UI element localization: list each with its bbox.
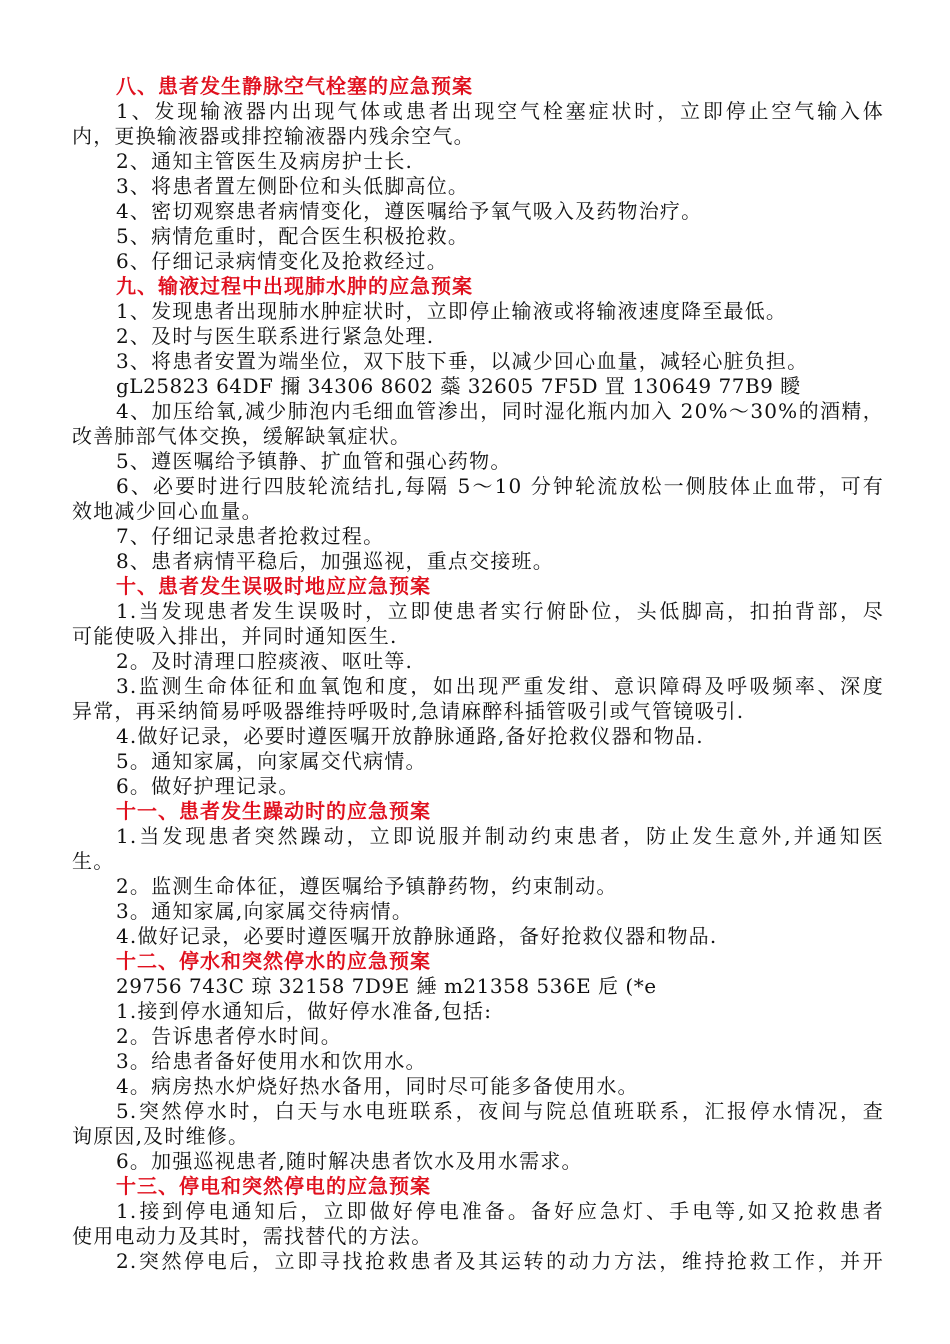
paragraph-line: 1.当发现患者发生误吸时，立即使患者实行俯卧位，头低脚高，扣拍背部，尽 <box>116 599 884 623</box>
paragraph-line: 内，更换输液器或排控输液器内残余空气。 <box>72 124 475 148</box>
section-heading: 十三、停电和突然停电的应急预案 <box>116 1174 431 1198</box>
code-line: gL25823 64DF 擟 34306 8602 蘂 32605 7F5D 罝 130649 77B9 瞹 <box>116 374 801 398</box>
paragraph-line: 5.突然停水时，白天与水电班联系，夜间与院总值班联系，汇报停水情况，查 <box>116 1099 884 1123</box>
paragraph-line: 5、遵医嘱给予镇静、扩血管和强心药物。 <box>116 449 512 473</box>
paragraph-line: 异常，再采纳简易呼吸器维持呼吸时,急请麻醉科插管吸引或气管镜吸引. <box>72 699 745 723</box>
paragraph-line: 3、将患者置左侧卧位和头低脚高位。 <box>116 174 470 198</box>
paragraph-line: 效地减少回心血量。 <box>72 499 263 523</box>
paragraph-line: 7、仔细记录患者抢救过程。 <box>116 524 385 548</box>
paragraph-line: 3。给患者备好使用水和饮用水。 <box>116 1049 427 1073</box>
paragraph-line: 6、必要时进行四肢轮流结扎,每隔 5～10 分钟轮流放松一侧肢体止血带，可有 <box>116 474 884 498</box>
paragraph-line: 可能使吸入排出，并同时通知医生. <box>72 624 398 648</box>
paragraph-line: 2.突然停电后，立即寻找抢救患者及其运转的动力方法，维持抢救工作，并开 <box>116 1249 884 1273</box>
paragraph-line: 5。通知家属，向家属交代病情。 <box>116 749 427 773</box>
paragraph-line: 2。监测生命体征，遵医嘱给予镇静药物，约束制动。 <box>116 874 618 898</box>
paragraph-line: 生。 <box>72 849 115 873</box>
paragraph-line: 4、密切观察患者病情变化，遵医嘱给予氧气吸入及药物治疗。 <box>116 199 703 223</box>
paragraph-line: 1、发现输液器内出现气体或患者出现空气栓塞症状时，立即停止空气输入体 <box>116 99 884 123</box>
paragraph-line: 5、病情危重时，配合医生积极抢救。 <box>116 224 470 248</box>
paragraph-line: 2。及时清理口腔痰液、呕吐等. <box>116 649 414 673</box>
section-heading: 十、患者发生误吸时地应应急预案 <box>116 574 431 598</box>
paragraph-line: 6、仔细记录病情变化及抢救经过。 <box>116 249 448 273</box>
paragraph-line: 1.当发现患者突然躁动，立即说服并制动约束患者，防止发生意外,并通知医 <box>116 824 884 848</box>
paragraph-line: 6。做好护理记录。 <box>116 774 300 798</box>
section-heading: 十二、停水和突然停水的应急预案 <box>116 949 431 973</box>
paragraph-line: 3、将患者安置为端坐位，双下肢下垂，以减少回心血量，减轻心脏负担。 <box>116 349 809 373</box>
paragraph-line: 改善肺部气体交换，缓解缺氧症状。 <box>72 424 412 448</box>
paragraph-line: 2、及时与医生联系进行紧急处理. <box>116 324 435 348</box>
paragraph-line: 2、通知主管医生及病房护士长. <box>116 149 414 173</box>
code-line: 29756 743C 琼 32158 7D9E 綞 m21358 536E 卮 (*e <box>116 974 657 998</box>
document-body <box>72 74 884 1274</box>
paragraph-line: 4、加压给氧,减少肺泡内毛细血管渗出，同时湿化瓶内加入 20%～30%的酒精， <box>116 399 884 423</box>
paragraph-line: 4.做好记录，必要时遵医嘱开放静脉通路，备好抢救仪器和物品. <box>116 924 718 948</box>
paragraph-line: 1、发现患者出现肺水肿症状时，立即停止输液或将输液速度降至最低。 <box>116 299 788 323</box>
paragraph-line: 1.接到停电通知后，立即做好停电准备。备好应急灯、手电等,如又抢救患者 <box>116 1199 884 1223</box>
paragraph-line: 2。告诉患者停水时间。 <box>116 1024 342 1048</box>
paragraph-line: 使用电动力及其时，需找替代的方法。 <box>72 1224 433 1248</box>
paragraph-line: 6。加强巡视患者,随时解决患者饮水及用水需求。 <box>116 1149 583 1173</box>
section-heading: 九、输液过程中出现肺水肿的应急预案 <box>116 274 473 298</box>
section-heading: 八、患者发生静脉空气栓塞的应急预案 <box>116 74 473 98</box>
paragraph-line: 询原因,及时维修。 <box>72 1124 250 1148</box>
paragraph-line: 4。病房热水炉烧好热水备用，同时尽可能多备使用水。 <box>116 1074 639 1098</box>
paragraph-line: 1.接到停水通知后，做好停水准备,包括: <box>116 999 493 1023</box>
section-heading: 十一、患者发生躁动时的应急预案 <box>116 799 431 823</box>
paragraph-line: 3。通知家属,向家属交待病情。 <box>116 899 414 923</box>
paragraph-line: 3.监测生命体征和血氧饱和度，如出现严重发绀、意识障碍及呼吸频率、深度 <box>116 674 884 698</box>
paragraph-line: 8、患者病情平稳后，加强巡视，重点交接班。 <box>116 549 554 573</box>
paragraph-line: 4.做好记录，必要时遵医嘱开放静脉通路,备好抢救仪器和物品. <box>116 724 704 748</box>
